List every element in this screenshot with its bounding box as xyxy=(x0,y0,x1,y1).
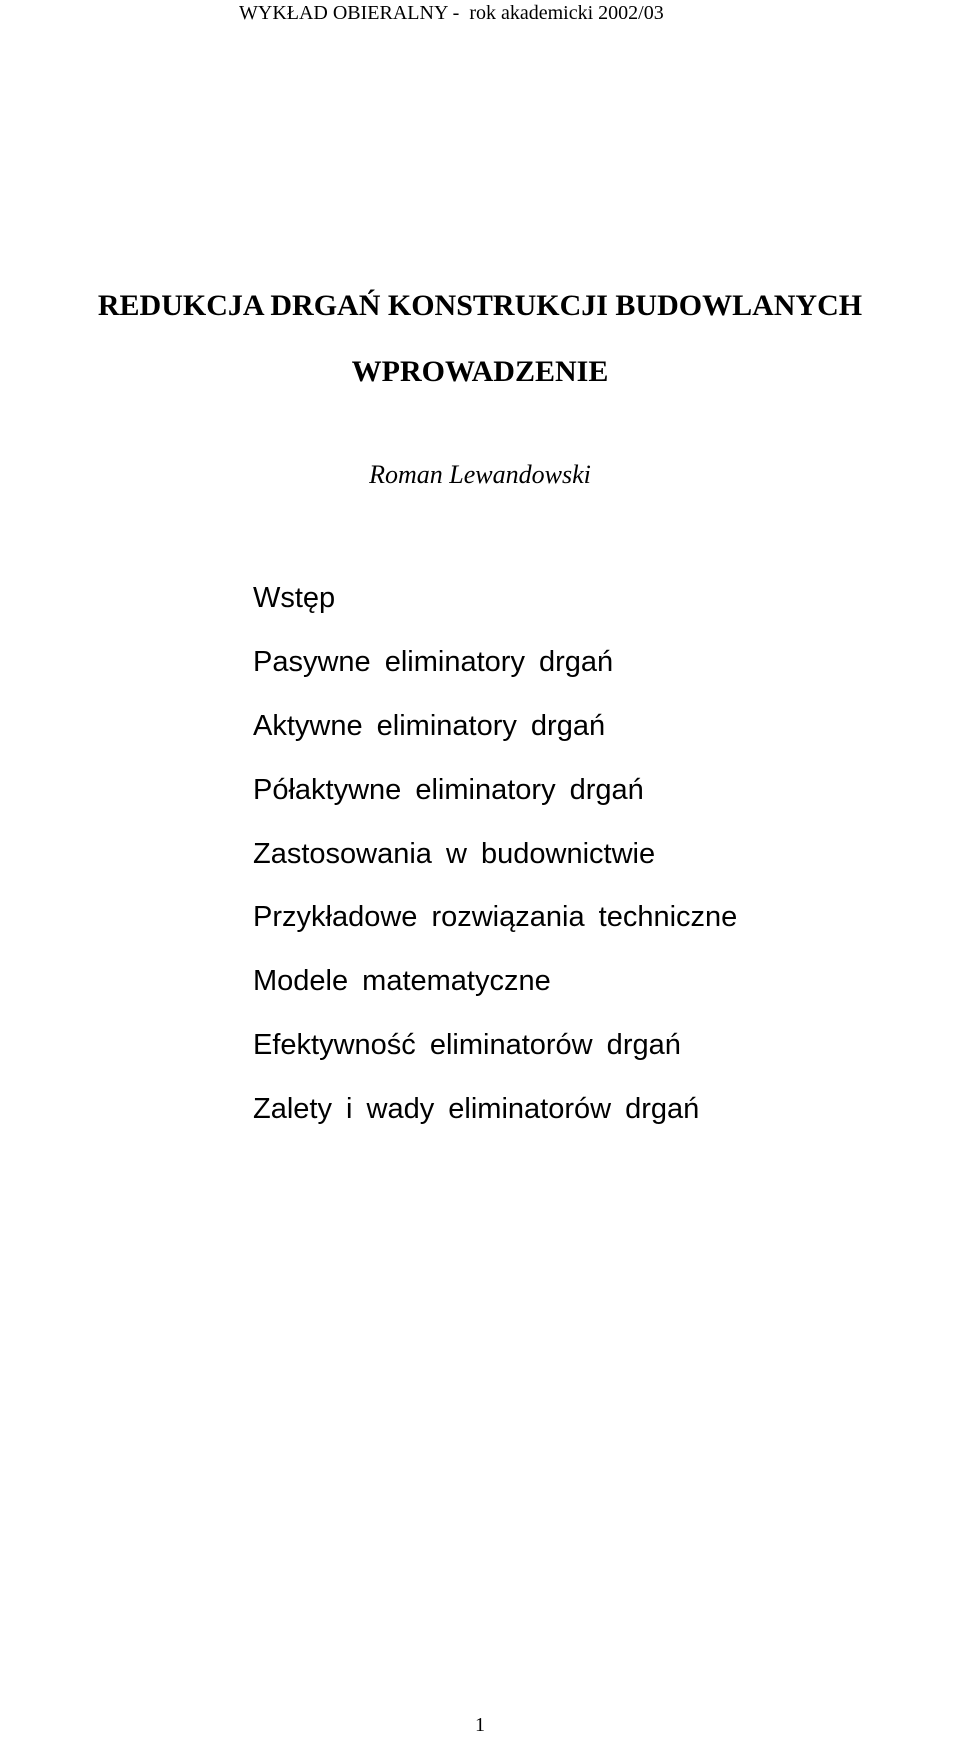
toc-item-aktywne: Aktywne eliminatory drgań xyxy=(253,709,606,742)
table-of-contents xyxy=(253,578,737,1153)
toc-item-wstep: Wstęp xyxy=(253,582,336,614)
toc-item-efektywnosc: Efektywność eliminatorów drgań xyxy=(253,1029,681,1062)
author-name: Roman Lewandowski xyxy=(369,460,591,489)
toc-item-polaktywne: Półaktywne eliminatory drgań xyxy=(253,773,644,806)
toc-item-przykladowe: Przykładowe rozwiązania techniczne xyxy=(253,901,738,934)
toc-item-modele: Modele matematyczne xyxy=(253,965,551,998)
toc-item-zalety: Zalety i wady eliminatorów drgań xyxy=(253,1093,700,1126)
page-number: 1 xyxy=(475,1714,485,1736)
toc-item-zastosowania: Zastosowania w budownictwie xyxy=(253,837,656,870)
toc-item-pasywne: Pasywne eliminatory drgań xyxy=(253,645,614,678)
document-title: REDUKCJA DRGAŃ KONSTRUKCJI BUDOWLANYCH xyxy=(97,289,863,322)
document-subtitle: WPROWADZENIE xyxy=(351,355,609,388)
running-header: WYKŁAD OBIERALNY - rok akademicki 2002/03 xyxy=(239,2,664,24)
